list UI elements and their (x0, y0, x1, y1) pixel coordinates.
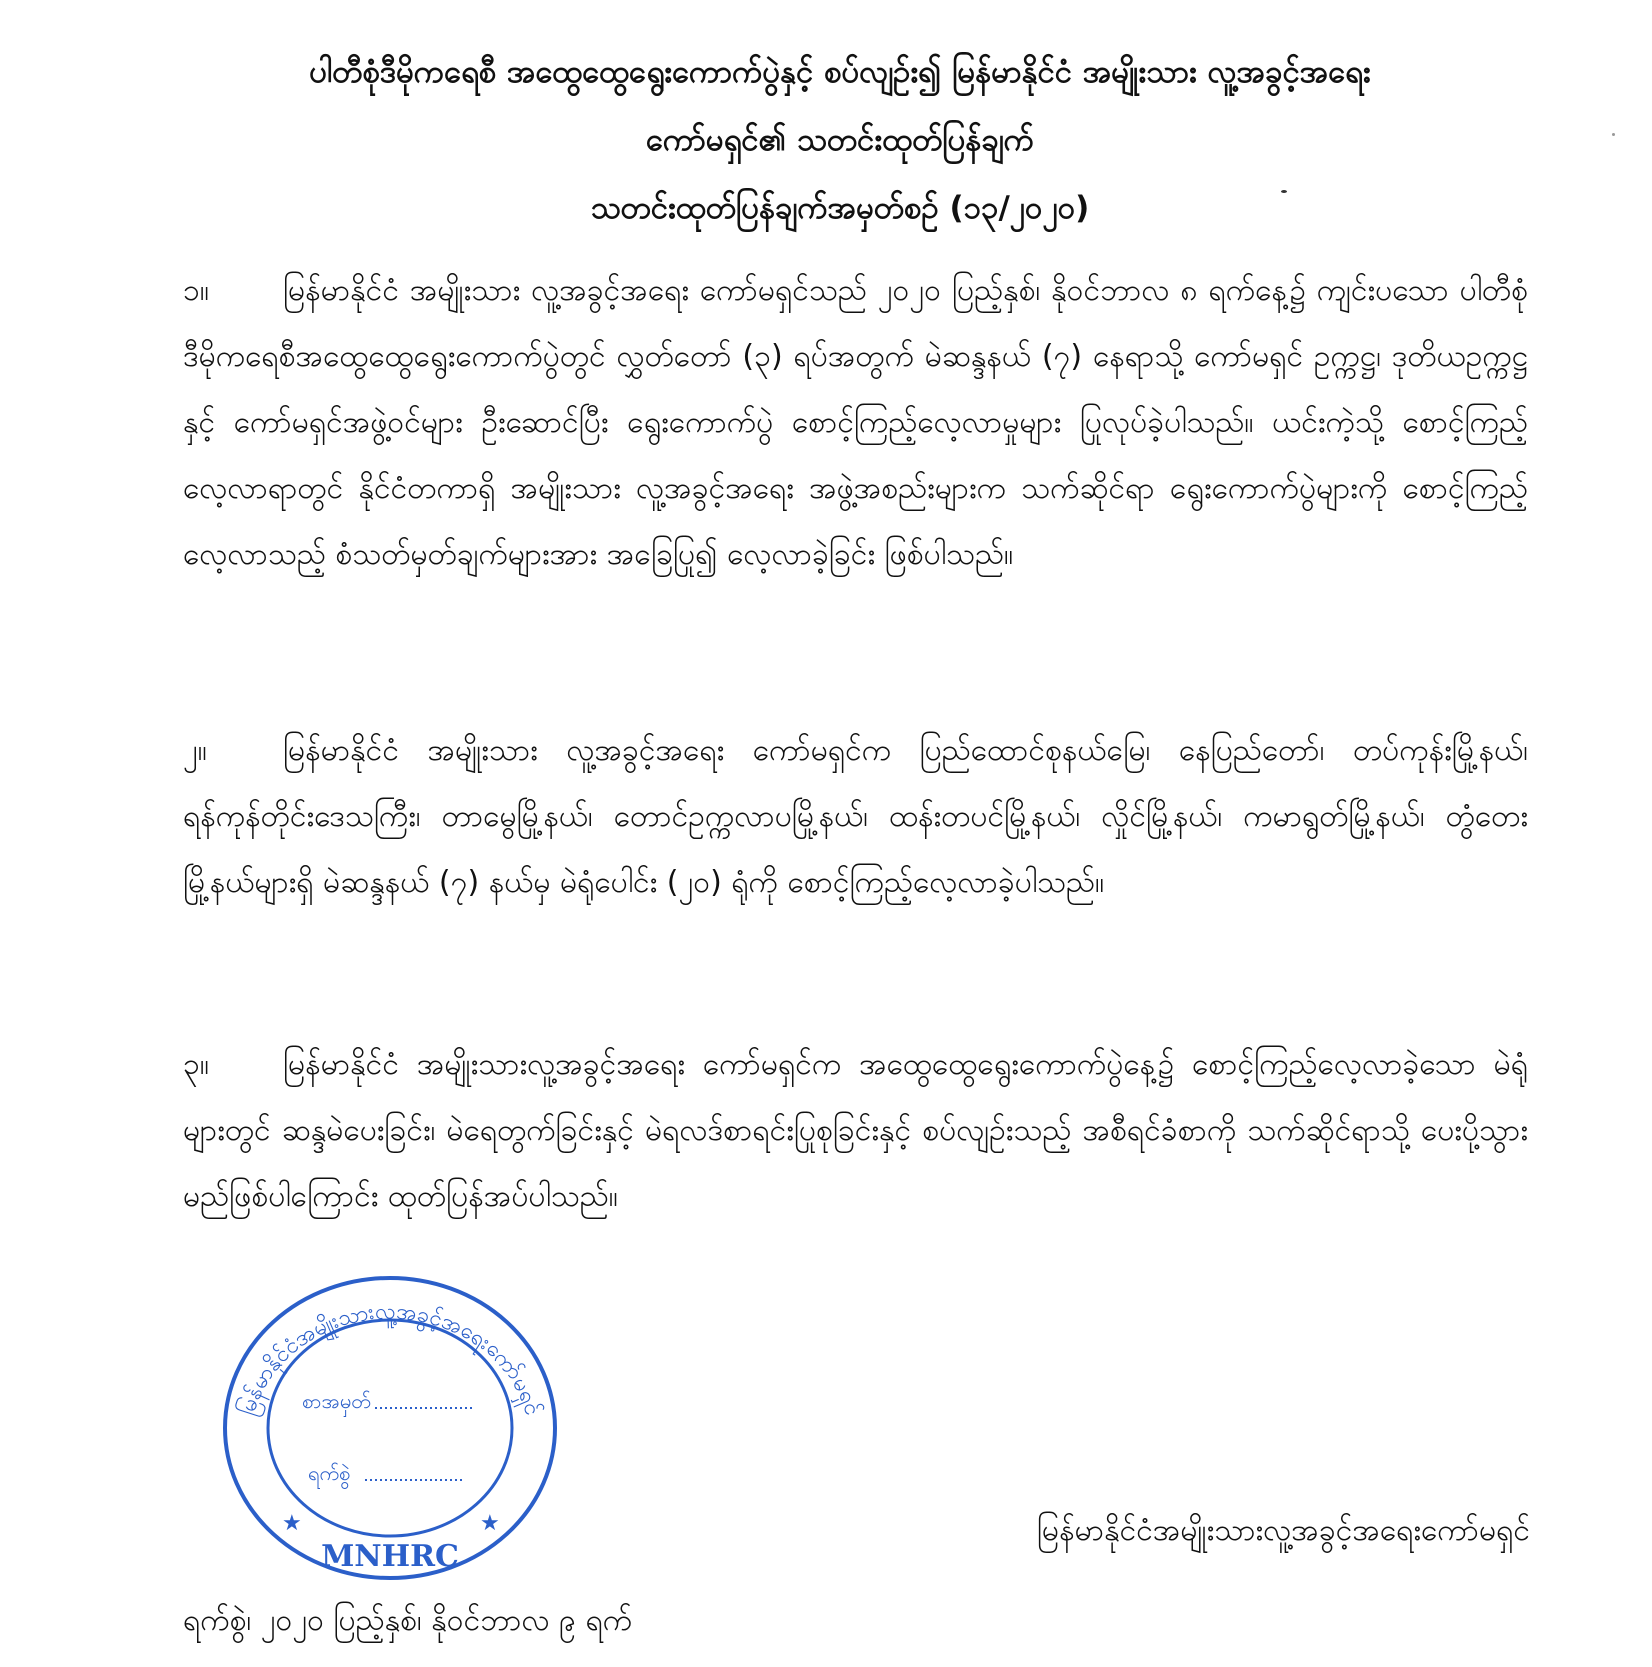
title-line-2: ကော်မရှင်၏ သတင်းထုတ်ပြန်ချက် (646, 122, 1034, 158)
scan-speck (1612, 133, 1615, 136)
issue-date: ရက်စွဲ၊ ၂၀၂၀ ပြည့်နှစ်၊ နိုဝင်ဘာလ ၉ ရက် (183, 1603, 633, 1638)
seal-inner-ring (268, 1320, 512, 1536)
paragraph-text: မြန်မာနိုင်ငံ အမျိုးသား လူ့အခွင့်အရေး ကော်မရှင်က ပြည်ထောင်စုနယ်မြေ၊ နေပြည်တော်၊ တပ်ကုန်းမြို့နယ်၊ ရန်ကုန်တိုင်းဒေသကြီး၊ တာမွေမြို့နယ်၊ တောင်ဥက္ကလာပမြို့နယ်၊ ထန်းတပင်မြို့နယ်၊ လှိုင်မြို့နယ်၊ ကမာရွတ်မြို့နယ်၊ တွံတေးမြို့နယ်များရှိ မဲဆန္ဒနယ် (၇) နယ်မှ မဲရုံပေါင်း (၂၀) ရုံကို စောင့်ကြည့်လေ့လာခဲ့ပါသည်။ (183, 733, 1528, 900)
paragraph-text: မြန်မာနိုင်ငံ အမျိုးသား လူ့အခွင့်အရေး ကော်မရှင်သည် ၂၀၂၀ ပြည့်နှစ်၊ နိုဝင်ဘာလ ၈ ရက်နေ့၌ ကျင်းပသော ပါတီစုံဒီမိုကရေစီအထွေထွေရွေးကောက်ပွဲတွင် လွှတ်တော် (၃) ရပ်အတွက် မဲဆန္ဒနယ် (၇) နေရာသို့ ကော်မရှင် ဥက္ကဋ္ဌ၊ ဒုတိယဥက္ကဋ္ဌနှင့် ကော်မရှင်အဖွဲ့ဝင်များ ဦးဆောင်ပြီး ရွေးကောက်ပွဲ စောင့်ကြည့်လေ့လာမှုများ ပြုလုပ်ခဲ့ပါသည်။ ယင်းကဲ့သို့ စောင့်ကြည့်လေ့လာရာတွင် နိုင်ငံတကာရှိ အမျိုးသား လူ့အခွင့်အရေး အဖွဲ့အစည်းများက သက်ဆိုင်ရာ ရွေးကောက်ပွဲများကို စောင့်ကြည့်လေ့လာသည့် စံသတ်မှတ်ချက်များအား အခြေပြု၍ လေ့လာခဲ့ခြင်း ဖြစ်ပါသည်။ (183, 273, 1528, 572)
paragraph-3 (183, 1032, 1528, 1230)
seal-star-right-icon: ★ (480, 1511, 500, 1536)
paragraph-number: ၂။ (183, 733, 207, 768)
paragraph-number: ၃။ (183, 1047, 209, 1082)
seal-letter-no-label: စာအမှတ် (302, 1389, 371, 1413)
official-seal (210, 1258, 570, 1588)
signatory-organization: မြန်မာနိုင်ငံအမျိုးသားလူ့အခွင့်အရေးကော်မရှင် (1036, 1513, 1530, 1548)
seal-star-left-icon: ★ (282, 1511, 302, 1536)
scan-speck (1281, 190, 1287, 193)
seal-ring-text: မြန်မာနိုင်ငံအမျိုးသားလူ့အခွင့်အရေးကော်မရှင် (234, 1299, 546, 1419)
paragraph-text: မြန်မာနိုင်ငံ အမျိုးသားလူ့အခွင့်အရေး ကော်မရှင်က အထွေထွေရွေးကောက်ပွဲနေ့၌ စောင့်ကြည့်လေ့လာခဲ့သော မဲရုံများတွင် ဆန္ဒမဲပေးခြင်း၊ မဲရေတွက်ခြင်းနှင့် မဲရလဒ်စာရင်းပြုစုခြင်းနှင့် စပ်လျဉ်းသည့် အစီရင်ခံစာကို သက်ဆိုင်ရာသို့ ပေးပို့သွားမည်ဖြစ်ပါကြောင်း ထုတ်ပြန်အပ်ပါသည်။ (183, 1047, 1528, 1214)
paragraph-1 (183, 258, 1528, 588)
paragraph-2 (183, 718, 1528, 916)
document-header (150, 38, 1530, 242)
seal-date-label: ရက်စွဲ (308, 1461, 351, 1485)
title-line-3: သတင်းထုတ်ပြန်ချက်အမှတ်စဉ် (၁၃/၂၀၂၀) (590, 190, 1090, 226)
title-line-1: ပါတီစုံဒီမိုကရေစီ အထွေထွေရွေးကောက်ပွဲနှင့် စပ်လျဉ်း၍ မြန်မာနိုင်ငံ အမျိုးသား လူ့အခွင့်အရေး (309, 54, 1371, 90)
paragraph-number: ၁။ (183, 273, 209, 308)
seal-abbreviation: MNHRC (321, 1539, 459, 1574)
